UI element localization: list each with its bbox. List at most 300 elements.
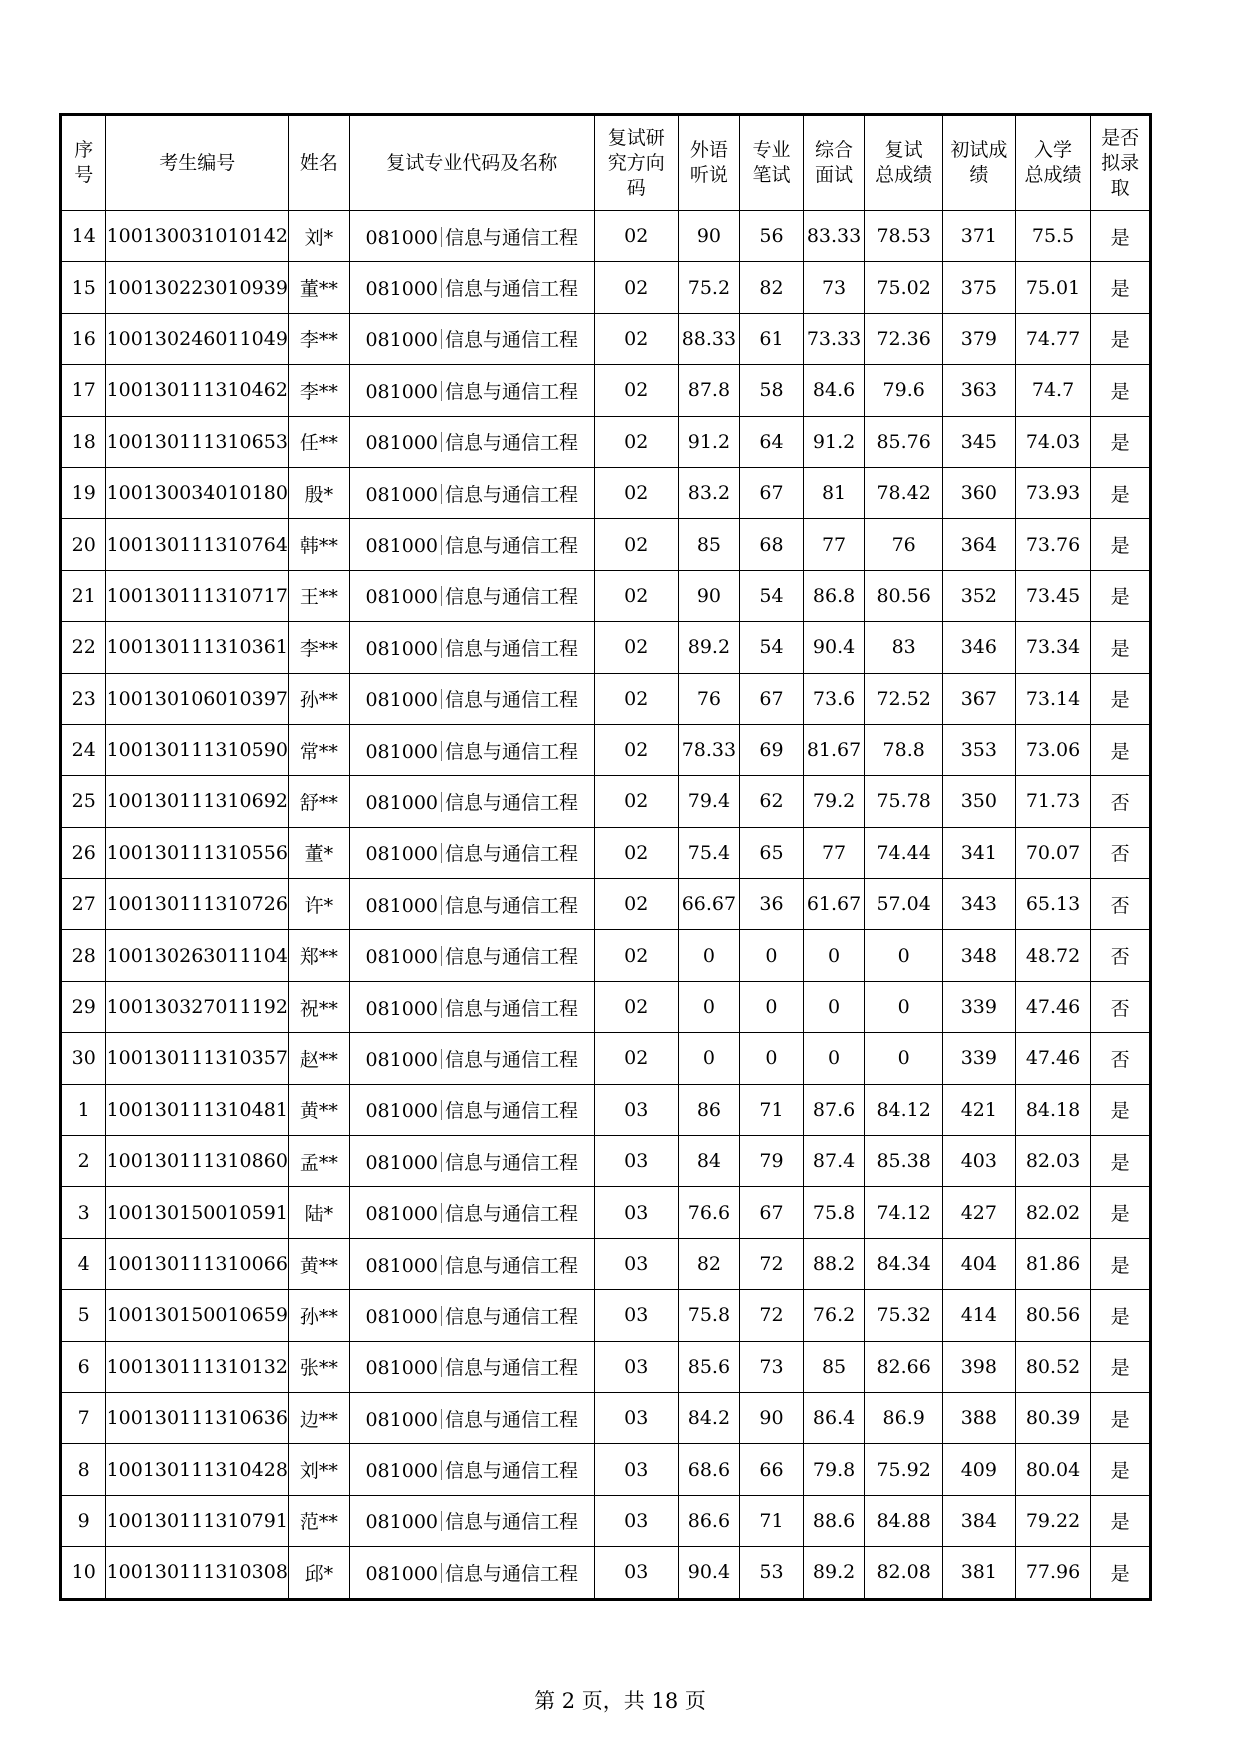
- cell-admission-total: 80.56: [1015, 1290, 1091, 1341]
- cell-major: [349, 416, 594, 467]
- cell-admitted: 是: [1091, 467, 1151, 518]
- cell-seq: 24: [61, 724, 106, 775]
- major-code: 081000: [365, 586, 438, 609]
- cell-retest-total: 76: [865, 519, 943, 570]
- major-separator: [441, 1357, 442, 1377]
- major-code: 081000: [365, 997, 438, 1020]
- table-row: [61, 724, 1151, 775]
- major-code: 081000: [365, 1048, 438, 1071]
- major-name: 信息与通信工程: [445, 637, 579, 660]
- cell-retest-total: 85.38: [865, 1136, 943, 1187]
- cell-professional: 66: [740, 1444, 804, 1495]
- cell-admitted: 是: [1091, 1290, 1151, 1341]
- cell-initial: 403: [943, 1136, 1016, 1187]
- cell-name: 孙**: [289, 673, 350, 724]
- cell-admitted: 是: [1091, 416, 1151, 467]
- cell-foreign: 76.6: [678, 1187, 740, 1238]
- cell-direction: 03: [594, 1187, 678, 1238]
- major-separator: [441, 895, 442, 915]
- cell-professional: 61: [740, 313, 804, 364]
- major-separator: [441, 1409, 442, 1429]
- cell-retest-total: 0: [865, 1033, 943, 1084]
- cell-seq: 2: [61, 1136, 106, 1187]
- cell-name: 董*: [289, 827, 350, 878]
- table-row: [61, 930, 1151, 981]
- cell-seq: 3: [61, 1187, 106, 1238]
- cell-name: 孟**: [289, 1136, 350, 1187]
- cell-professional: 67: [740, 673, 804, 724]
- cell-initial: 343: [943, 879, 1016, 930]
- cell-professional: 36: [740, 879, 804, 930]
- major-separator: [441, 689, 442, 709]
- cell-initial: 409: [943, 1444, 1016, 1495]
- major-code: 081000: [365, 1511, 438, 1534]
- cell-admitted: 否: [1091, 1033, 1151, 1084]
- cell-seq: 4: [61, 1238, 106, 1289]
- cell-comprehensive: 79.2: [803, 776, 865, 827]
- cell-comprehensive: 81: [803, 467, 865, 518]
- table-row: [61, 519, 1151, 570]
- header-retest-total: 复试 总成绩: [865, 115, 943, 211]
- cell-seq: 14: [61, 211, 106, 262]
- cell-admitted: 是: [1091, 519, 1151, 570]
- table-row: [61, 1547, 1151, 1599]
- cell-professional: 64: [740, 416, 804, 467]
- page-number: 第 2 页，共 18 页: [534, 1689, 706, 1713]
- major-code: 081000: [365, 1100, 438, 1123]
- cell-comprehensive: 0: [803, 1033, 865, 1084]
- cell-comprehensive: 83.33: [803, 211, 865, 262]
- cell-initial: 346: [943, 622, 1016, 673]
- cell-foreign: 75.2: [678, 262, 740, 313]
- cell-major: [349, 1084, 594, 1135]
- major-separator: [441, 484, 442, 504]
- major-code: 081000: [365, 1203, 438, 1226]
- cell-exam-id: 100130111310462: [106, 365, 289, 416]
- cell-initial: 367: [943, 673, 1016, 724]
- major-name: 信息与通信工程: [445, 997, 579, 1020]
- cell-comprehensive: 77: [803, 519, 865, 570]
- cell-comprehensive: 91.2: [803, 416, 865, 467]
- cell-foreign: 84.2: [678, 1392, 740, 1443]
- major-code: 081000: [365, 1357, 438, 1380]
- cell-admitted: 是: [1091, 211, 1151, 262]
- cell-admitted: 是: [1091, 1187, 1151, 1238]
- cell-seq: 5: [61, 1290, 106, 1341]
- major-code: 081000: [365, 1408, 438, 1431]
- cell-name: 任**: [289, 416, 350, 467]
- cell-retest-total: 84.12: [865, 1084, 943, 1135]
- cell-direction: 02: [594, 879, 678, 930]
- table-body: [61, 211, 1151, 1600]
- major-code: 081000: [365, 1562, 438, 1585]
- header-admission-total: 入学 总成绩: [1015, 115, 1091, 211]
- cell-exam-id: 100130111310556: [106, 827, 289, 878]
- cell-initial: 384: [943, 1495, 1016, 1546]
- cell-name: 李**: [289, 622, 350, 673]
- cell-major: [349, 1136, 594, 1187]
- major-name: 信息与通信工程: [445, 946, 579, 969]
- major-separator: [441, 1511, 442, 1531]
- major-separator: [441, 1460, 442, 1480]
- major-name: 信息与通信工程: [445, 329, 579, 352]
- major-code: 081000: [365, 380, 438, 403]
- major-code: 081000: [365, 689, 438, 712]
- cell-direction: 02: [594, 776, 678, 827]
- major-separator: [441, 1152, 442, 1172]
- cell-professional: 58: [740, 365, 804, 416]
- cell-admission-total: 75.01: [1015, 262, 1091, 313]
- cell-admitted: 是: [1091, 1495, 1151, 1546]
- cell-exam-id: 100130111310764: [106, 519, 289, 570]
- table-row: [61, 776, 1151, 827]
- cell-direction: 02: [594, 262, 678, 313]
- cell-exam-id: 100130111310692: [106, 776, 289, 827]
- cell-retest-total: 84.34: [865, 1238, 943, 1289]
- cell-name: 陆*: [289, 1187, 350, 1238]
- cell-direction: 03: [594, 1084, 678, 1135]
- major-name: 信息与通信工程: [445, 226, 579, 249]
- cell-retest-total: 84.88: [865, 1495, 943, 1546]
- major-name: 信息与通信工程: [445, 843, 579, 866]
- major-code: 081000: [365, 1460, 438, 1483]
- cell-retest-total: 0: [865, 930, 943, 981]
- cell-name: 张**: [289, 1341, 350, 1392]
- cell-seq: 25: [61, 776, 106, 827]
- cell-admitted: 是: [1091, 1392, 1151, 1443]
- cell-direction: 02: [594, 724, 678, 775]
- cell-initial: 427: [943, 1187, 1016, 1238]
- cell-direction: 02: [594, 827, 678, 878]
- cell-major: [349, 365, 594, 416]
- cell-retest-total: 75.92: [865, 1444, 943, 1495]
- cell-initial: 371: [943, 211, 1016, 262]
- cell-admitted: 是: [1091, 622, 1151, 673]
- cell-major: [349, 211, 594, 262]
- table-row: [61, 416, 1151, 467]
- table-row: [61, 879, 1151, 930]
- header-foreign: 外语 听说: [678, 115, 740, 211]
- cell-exam-id: 100130111310717: [106, 570, 289, 621]
- major-code: 081000: [365, 278, 438, 301]
- cell-comprehensive: 75.8: [803, 1187, 865, 1238]
- cell-retest-total: 79.6: [865, 365, 943, 416]
- cell-initial: 379: [943, 313, 1016, 364]
- cell-admission-total: 84.18: [1015, 1084, 1091, 1135]
- cell-initial: 352: [943, 570, 1016, 621]
- cell-name: 黄**: [289, 1084, 350, 1135]
- header-comprehensive: 综合 面试: [803, 115, 865, 211]
- cell-admission-total: 79.22: [1015, 1495, 1091, 1546]
- cell-direction: 02: [594, 673, 678, 724]
- cell-major: [349, 1341, 594, 1392]
- cell-seq: 6: [61, 1341, 106, 1392]
- cell-admitted: 否: [1091, 827, 1151, 878]
- header-admitted: 是否 拟录 取: [1091, 115, 1151, 211]
- cell-seq: 23: [61, 673, 106, 724]
- cell-seq: 7: [61, 1392, 106, 1443]
- cell-name: 董**: [289, 262, 350, 313]
- cell-direction: 03: [594, 1495, 678, 1546]
- cell-exam-id: 100130111310791: [106, 1495, 289, 1546]
- cell-comprehensive: 73: [803, 262, 865, 313]
- major-separator: [441, 1203, 442, 1223]
- cell-major: [349, 1033, 594, 1084]
- cell-exam-id: 100130031010142: [106, 211, 289, 262]
- cell-comprehensive: 77: [803, 827, 865, 878]
- cell-direction: 02: [594, 981, 678, 1032]
- major-separator: [441, 998, 442, 1018]
- cell-comprehensive: 88.6: [803, 1495, 865, 1546]
- cell-retest-total: 78.42: [865, 467, 943, 518]
- cell-seq: 18: [61, 416, 106, 467]
- cell-name: 黄**: [289, 1238, 350, 1289]
- cell-name: 孙**: [289, 1290, 350, 1341]
- cell-direction: 02: [594, 930, 678, 981]
- table-row: [61, 1033, 1151, 1084]
- cell-direction: 03: [594, 1341, 678, 1392]
- cell-admitted: 是: [1091, 262, 1151, 313]
- major-name: 信息与通信工程: [445, 1460, 579, 1483]
- cell-exam-id: 100130111310428: [106, 1444, 289, 1495]
- cell-foreign: 0: [678, 1033, 740, 1084]
- table-row: [61, 570, 1151, 621]
- cell-foreign: 82: [678, 1238, 740, 1289]
- table-row: [61, 467, 1151, 518]
- cell-comprehensive: 79.8: [803, 1444, 865, 1495]
- cell-direction: 02: [594, 570, 678, 621]
- header-initial: 初试成 绩: [943, 115, 1016, 211]
- major-code: 081000: [365, 791, 438, 814]
- cell-direction: 03: [594, 1547, 678, 1599]
- cell-name: 刘*: [289, 211, 350, 262]
- cell-initial: 363: [943, 365, 1016, 416]
- cell-seq: 1: [61, 1084, 106, 1135]
- cell-foreign: 0: [678, 981, 740, 1032]
- cell-admission-total: 74.7: [1015, 365, 1091, 416]
- cell-admitted: 是: [1091, 1444, 1151, 1495]
- cell-exam-id: 100130263011104: [106, 930, 289, 981]
- cell-foreign: 86.6: [678, 1495, 740, 1546]
- cell-name: 李**: [289, 313, 350, 364]
- cell-exam-id: 100130111310590: [106, 724, 289, 775]
- cell-professional: 56: [740, 211, 804, 262]
- major-code: 081000: [365, 894, 438, 917]
- cell-seq: 21: [61, 570, 106, 621]
- cell-major: [349, 1290, 594, 1341]
- cell-direction: 03: [594, 1444, 678, 1495]
- cell-foreign: 79.4: [678, 776, 740, 827]
- cell-name: 殷*: [289, 467, 350, 518]
- cell-foreign: 78.33: [678, 724, 740, 775]
- cell-retest-total: 86.9: [865, 1392, 943, 1443]
- cell-major: [349, 1392, 594, 1443]
- header-seq: 序 号: [61, 115, 106, 211]
- cell-admitted: 是: [1091, 1136, 1151, 1187]
- cell-admission-total: 73.45: [1015, 570, 1091, 621]
- major-code: 081000: [365, 843, 438, 866]
- cell-exam-id: 100130111310726: [106, 879, 289, 930]
- cell-name: 祝**: [289, 981, 350, 1032]
- cell-direction: 02: [594, 313, 678, 364]
- major-code: 081000: [365, 1254, 438, 1277]
- cell-retest-total: 80.56: [865, 570, 943, 621]
- cell-comprehensive: 73.6: [803, 673, 865, 724]
- cell-major: [349, 262, 594, 313]
- cell-comprehensive: 89.2: [803, 1547, 865, 1599]
- cell-admission-total: 71.73: [1015, 776, 1091, 827]
- major-name: 信息与通信工程: [445, 483, 579, 506]
- cell-exam-id: 100130111310308: [106, 1547, 289, 1599]
- cell-comprehensive: 88.2: [803, 1238, 865, 1289]
- table-row: [61, 1238, 1151, 1289]
- major-name: 信息与通信工程: [445, 1357, 579, 1380]
- cell-admission-total: 80.52: [1015, 1341, 1091, 1392]
- cell-seq: 15: [61, 262, 106, 313]
- table-row: [61, 622, 1151, 673]
- table-row: [61, 211, 1151, 262]
- cell-initial: 398: [943, 1341, 1016, 1392]
- major-separator: [441, 1563, 442, 1583]
- cell-direction: 03: [594, 1136, 678, 1187]
- cell-comprehensive: 86.4: [803, 1392, 865, 1443]
- cell-professional: 0: [740, 1033, 804, 1084]
- cell-professional: 54: [740, 622, 804, 673]
- cell-retest-total: 0: [865, 981, 943, 1032]
- major-separator: [441, 792, 442, 812]
- major-name: 信息与通信工程: [445, 535, 579, 558]
- cell-comprehensive: 76.2: [803, 1290, 865, 1341]
- cell-major: [349, 1187, 594, 1238]
- cell-retest-total: 82.66: [865, 1341, 943, 1392]
- cell-admission-total: 73.14: [1015, 673, 1091, 724]
- cell-major: [349, 570, 594, 621]
- major-separator: [441, 586, 442, 606]
- cell-major: [349, 930, 594, 981]
- cell-foreign: 90: [678, 211, 740, 262]
- cell-admitted: 是: [1091, 1547, 1151, 1599]
- cell-initial: 350: [943, 776, 1016, 827]
- cell-foreign: 66.67: [678, 879, 740, 930]
- cell-professional: 62: [740, 776, 804, 827]
- cell-major: [349, 827, 594, 878]
- cell-foreign: 83.2: [678, 467, 740, 518]
- cell-initial: 345: [943, 416, 1016, 467]
- cell-major: [349, 519, 594, 570]
- cell-retest-total: 78.8: [865, 724, 943, 775]
- cell-direction: 03: [594, 1392, 678, 1443]
- cell-name: 王**: [289, 570, 350, 621]
- table-row: [61, 1084, 1151, 1135]
- cell-exam-id: 100130246011049: [106, 313, 289, 364]
- table-row: [61, 1290, 1151, 1341]
- cell-admitted: 是: [1091, 1084, 1151, 1135]
- cell-direction: 02: [594, 211, 678, 262]
- cell-admission-total: 82.03: [1015, 1136, 1091, 1187]
- cell-exam-id: 100130111310361: [106, 622, 289, 673]
- cell-foreign: 0: [678, 930, 740, 981]
- cell-name: 舒**: [289, 776, 350, 827]
- cell-professional: 79: [740, 1136, 804, 1187]
- cell-professional: 54: [740, 570, 804, 621]
- cell-admission-total: 82.02: [1015, 1187, 1091, 1238]
- cell-retest-total: 72.52: [865, 673, 943, 724]
- cell-name: 许*: [289, 879, 350, 930]
- cell-admission-total: 70.07: [1015, 827, 1091, 878]
- table-row: [61, 827, 1151, 878]
- cell-retest-total: 83: [865, 622, 943, 673]
- cell-foreign: 84: [678, 1136, 740, 1187]
- header-direction: 复试研 究方向 码: [594, 115, 678, 211]
- major-separator: [441, 432, 442, 452]
- cell-major: [349, 1238, 594, 1289]
- major-name: 信息与通信工程: [445, 1203, 579, 1226]
- cell-admission-total: 73.06: [1015, 724, 1091, 775]
- cell-seq: 8: [61, 1444, 106, 1495]
- cell-major: [349, 981, 594, 1032]
- cell-retest-total: 75.02: [865, 262, 943, 313]
- cell-retest-total: 85.76: [865, 416, 943, 467]
- cell-professional: 71: [740, 1084, 804, 1135]
- cell-admission-total: 65.13: [1015, 879, 1091, 930]
- cell-initial: 353: [943, 724, 1016, 775]
- major-name: 信息与通信工程: [445, 1511, 579, 1534]
- major-separator: [441, 946, 442, 966]
- major-separator: [441, 1100, 442, 1120]
- cell-direction: 02: [594, 467, 678, 518]
- cell-name: 边**: [289, 1392, 350, 1443]
- table-row: [61, 262, 1151, 313]
- cell-seq: 30: [61, 1033, 106, 1084]
- cell-major: [349, 673, 594, 724]
- major-name: 信息与通信工程: [445, 1048, 579, 1071]
- cell-professional: 69: [740, 724, 804, 775]
- header-name: 姓名: [289, 115, 350, 211]
- header-exam-id: 考生编号: [106, 115, 289, 211]
- table-row: [61, 1444, 1151, 1495]
- cell-professional: 68: [740, 519, 804, 570]
- cell-initial: 421: [943, 1084, 1016, 1135]
- cell-foreign: 90.4: [678, 1547, 740, 1599]
- cell-name: 常**: [289, 724, 350, 775]
- header-major: 复试专业代码及名称: [349, 115, 594, 211]
- cell-seq: 29: [61, 981, 106, 1032]
- table-row: [61, 673, 1151, 724]
- major-separator: [441, 843, 442, 863]
- cell-professional: 67: [740, 1187, 804, 1238]
- cell-foreign: 75.4: [678, 827, 740, 878]
- major-name: 信息与通信工程: [445, 1562, 579, 1585]
- cell-seq: 10: [61, 1547, 106, 1599]
- cell-retest-total: 74.12: [865, 1187, 943, 1238]
- major-name: 信息与通信工程: [445, 1151, 579, 1174]
- cell-admission-total: 73.76: [1015, 519, 1091, 570]
- cell-major: [349, 313, 594, 364]
- cell-admitted: 是: [1091, 673, 1151, 724]
- major-separator: [441, 1049, 442, 1069]
- cell-admitted: 是: [1091, 724, 1151, 775]
- cell-initial: 364: [943, 519, 1016, 570]
- cell-admission-total: 73.93: [1015, 467, 1091, 518]
- cell-exam-id: 100130034010180: [106, 467, 289, 518]
- cell-initial: 404: [943, 1238, 1016, 1289]
- cell-comprehensive: 90.4: [803, 622, 865, 673]
- cell-admitted: 是: [1091, 313, 1151, 364]
- major-code: 081000: [365, 329, 438, 352]
- cell-exam-id: 100130223010939: [106, 262, 289, 313]
- cell-direction: 02: [594, 519, 678, 570]
- cell-name: 郑**: [289, 930, 350, 981]
